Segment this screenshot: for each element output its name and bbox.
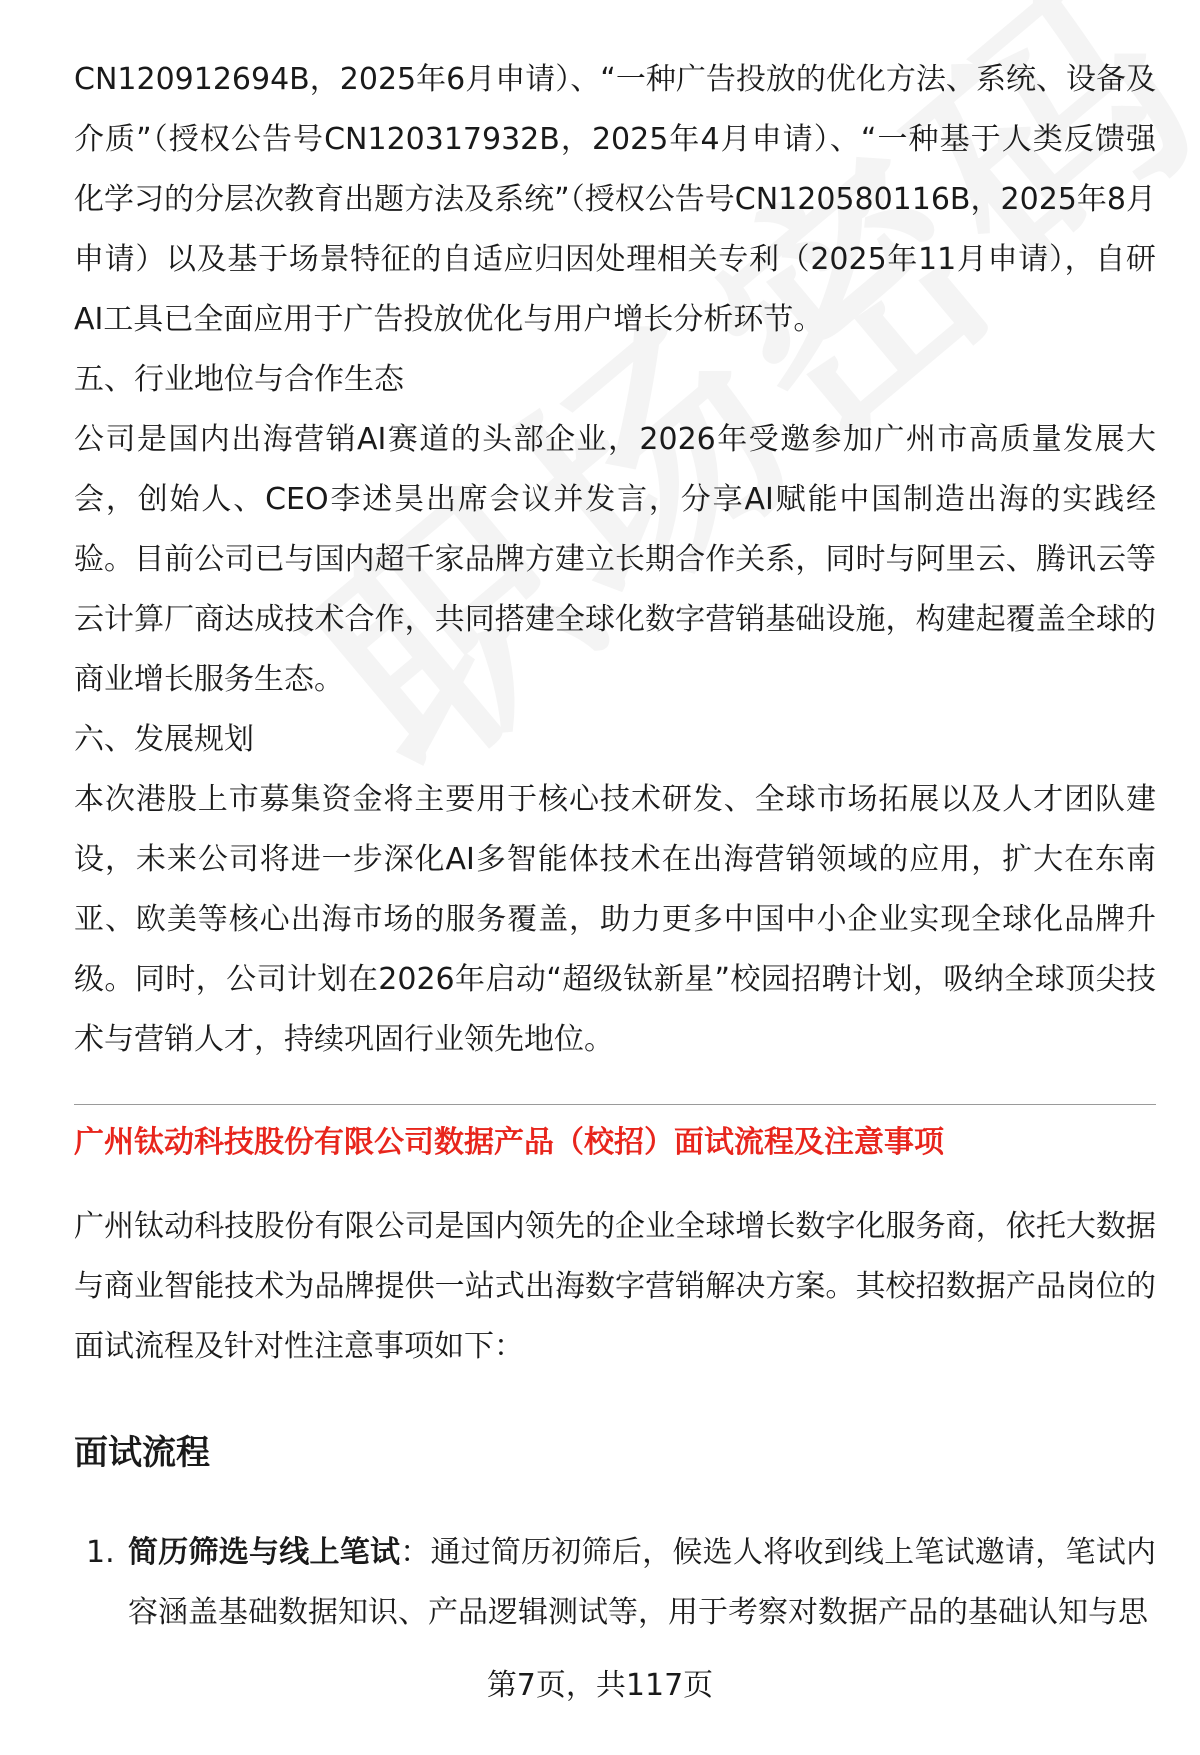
process-heading: 面试流程 (74, 1433, 210, 1473)
section-body-industry-position: 公司是国内出海营销AI赛道的头部企业，2026年受邀参加广州市高质量发展大会，创始人、CEO李述昊出席会议并发言，分享AI赋能中国制造出海的实践经验。目前公司已与国内超千家品牌方建立长期合作关系，同时与阿里云、腾讯云等云计算厂商达成技术合作，共同搭建全球化数字营销基础设施，构建起覆盖全球的商业增长服务生态。 (74, 422, 1156, 697)
list-item-text: 通过简历初筛后，候选人将收到线上笔试邀请，笔试内容涵盖基础数据知识、产品逻辑测试等，用于考察对数据产品的基础认知与思 (128, 1535, 1157, 1630)
list-item (74, 1523, 1156, 1643)
article-title: 广州钛动科技股份有限公司数据产品（校招）面试流程及注意事项 (74, 1125, 944, 1160)
continuation-paragraph: CN120912694B，2025年6月申请）、“一种广告投放的优化方法、系统、设备及介质”（授权公告号CN120317932B，2025年4月申请）、“一种基于人类反馈强化学习的分层次教育出题方法及系统”（授权公告号CN120580116B，2025年8月申请）以及基于场景特征的自适应归因处理相关专利（2025年11月申请），自研AI工具已全面应用于广告投放优化与用户增长分析环节。 (74, 62, 1156, 337)
article-intro: 广州钛动科技股份有限公司是国内领先的企业全球增长数字化服务商，依托大数据与商业智能技术为品牌提供一站式出海数字营销解决方案。其校招数据产品岗位的面试流程及针对性注意事项如下： (74, 1209, 1156, 1364)
page-footer: 第7页，共117页 (486, 1668, 714, 1703)
section-heading-industry-position: 五、行业地位与合作生态 (74, 362, 404, 397)
document-content (74, 50, 1156, 1643)
process-list (74, 1523, 1156, 1643)
section-heading-development-plan: 六、发展规划 (74, 722, 254, 757)
list-item-separator: ： (400, 1535, 431, 1570)
list-item-title: 简历筛选与线上笔试 (128, 1535, 401, 1570)
section-divider (74, 1104, 1156, 1105)
list-item-number: 1. (86, 1535, 115, 1570)
section-body-development-plan: 本次港股上市募集资金将主要用于核心技术研发、全球市场拓展以及人才团队建设，未来公司将进一步深化AI多智能体技术在出海营销领域的应用，扩大在东南亚、欧美等核心出海市场的服务覆盖，助力更多中国中小企业实现全球化品牌升级。同时，公司计划在2026年启动“超级钛新星”校园招聘计划，吸纳全球顶尖技术与营销人才，持续巩固行业领先地位。 (74, 782, 1156, 1057)
